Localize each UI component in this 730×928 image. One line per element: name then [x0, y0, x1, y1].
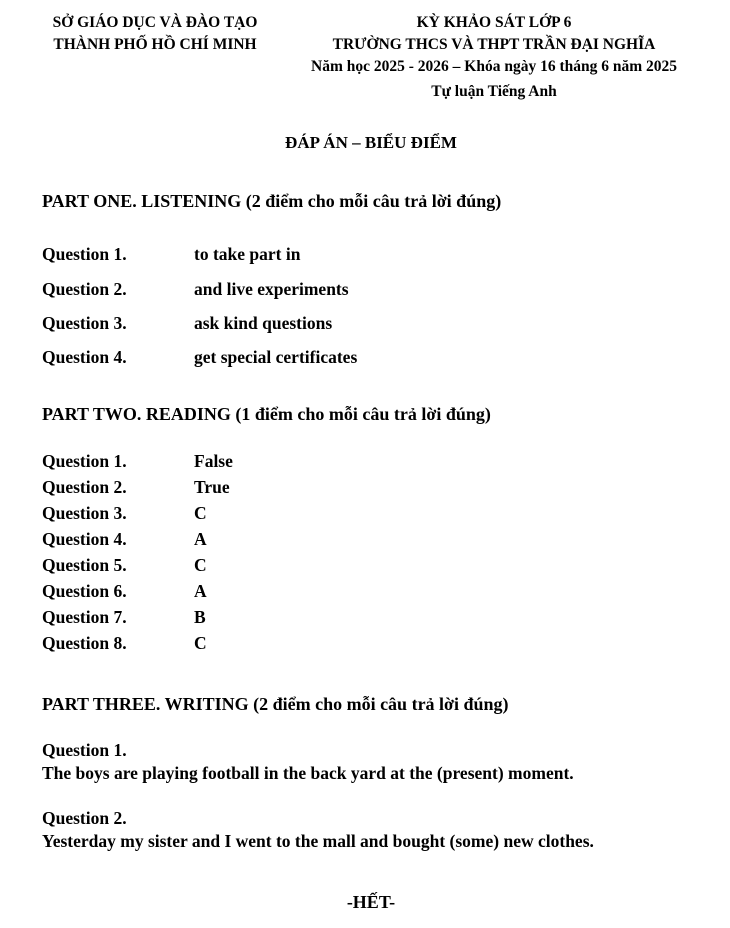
- subject-name: Tự luận Tiếng Anh: [431, 83, 557, 100]
- p3-question-2-label: Question 2.: [42, 808, 127, 828]
- part-two-heading: PART TWO. READING (1 điểm cho mỗi câu trả lời đúng): [42, 404, 491, 424]
- p1-question-4-answer: get special certificates: [194, 347, 358, 367]
- part-three-heading: PART THREE. WRITING (2 điểm cho mỗi câu trả lời đúng): [42, 694, 509, 714]
- p2-question-2-label: Question 2.: [42, 477, 127, 497]
- p1-question-1-answer: to take part in: [194, 244, 301, 264]
- p1-question-4-label: Question 4.: [42, 347, 127, 367]
- p2-question-3-answer: C: [194, 503, 207, 523]
- p1-question-3-answer: ask kind questions: [194, 313, 333, 333]
- p3-question-1-answer: The boys are playing football in the back yard at the (present) moment.: [42, 763, 574, 783]
- p2-question-6-answer: A: [194, 581, 207, 601]
- p2-question-5-answer: C: [194, 555, 207, 575]
- p1-question-2-answer: and live experiments: [194, 279, 349, 299]
- p3-question-2-answer: Yesterday my sister and I went to the mall and bought (some) new clothes.: [42, 831, 594, 851]
- header-exam-info: [282, 12, 706, 103]
- school-year: Năm học 2025 - 2026 – Khóa ngày 16 tháng 6 năm 2025: [311, 58, 677, 75]
- school-name: TRƯỜNG THCS VÀ THPT TRẦN ĐẠI NGHĨA: [332, 36, 656, 53]
- p2-question-4-answer: A: [194, 529, 207, 549]
- department-name: SỞ GIÁO DỤC VÀ ĐÀO TẠO: [52, 14, 258, 31]
- p2-question-5-label: Question 5.: [42, 555, 127, 575]
- end-marker: -HẾT-: [346, 892, 396, 912]
- part-one-heading: PART ONE. LISTENING (2 điểm cho mỗi câu trả lời đúng): [42, 191, 502, 211]
- p2-question-7-answer: B: [194, 607, 206, 627]
- p2-question-8-answer: C: [194, 633, 207, 653]
- header-department: [38, 12, 272, 56]
- p2-question-2-answer: True: [194, 477, 230, 497]
- exam-name: KỲ KHẢO SÁT LỚP 6: [416, 14, 572, 31]
- page-title: ĐÁP ÁN – BIỂU ĐIỂM: [285, 133, 457, 152]
- p3-question-1-label: Question 1.: [42, 740, 127, 760]
- p2-question-6-label: Question 6.: [42, 581, 127, 601]
- p1-question-1-label: Question 1.: [42, 244, 127, 264]
- p1-question-3-label: Question 3.: [42, 313, 127, 333]
- p2-question-4-label: Question 4.: [42, 529, 127, 549]
- p2-question-8-label: Question 8.: [42, 633, 127, 653]
- p2-question-1-label: Question 1.: [42, 451, 127, 471]
- p1-question-2-label: Question 2.: [42, 279, 127, 299]
- p2-question-1-answer: False: [194, 451, 233, 471]
- p2-question-3-label: Question 3.: [42, 503, 127, 523]
- p2-question-7-label: Question 7.: [42, 607, 127, 627]
- city-name: THÀNH PHỐ HỒ CHÍ MINH: [53, 36, 257, 53]
